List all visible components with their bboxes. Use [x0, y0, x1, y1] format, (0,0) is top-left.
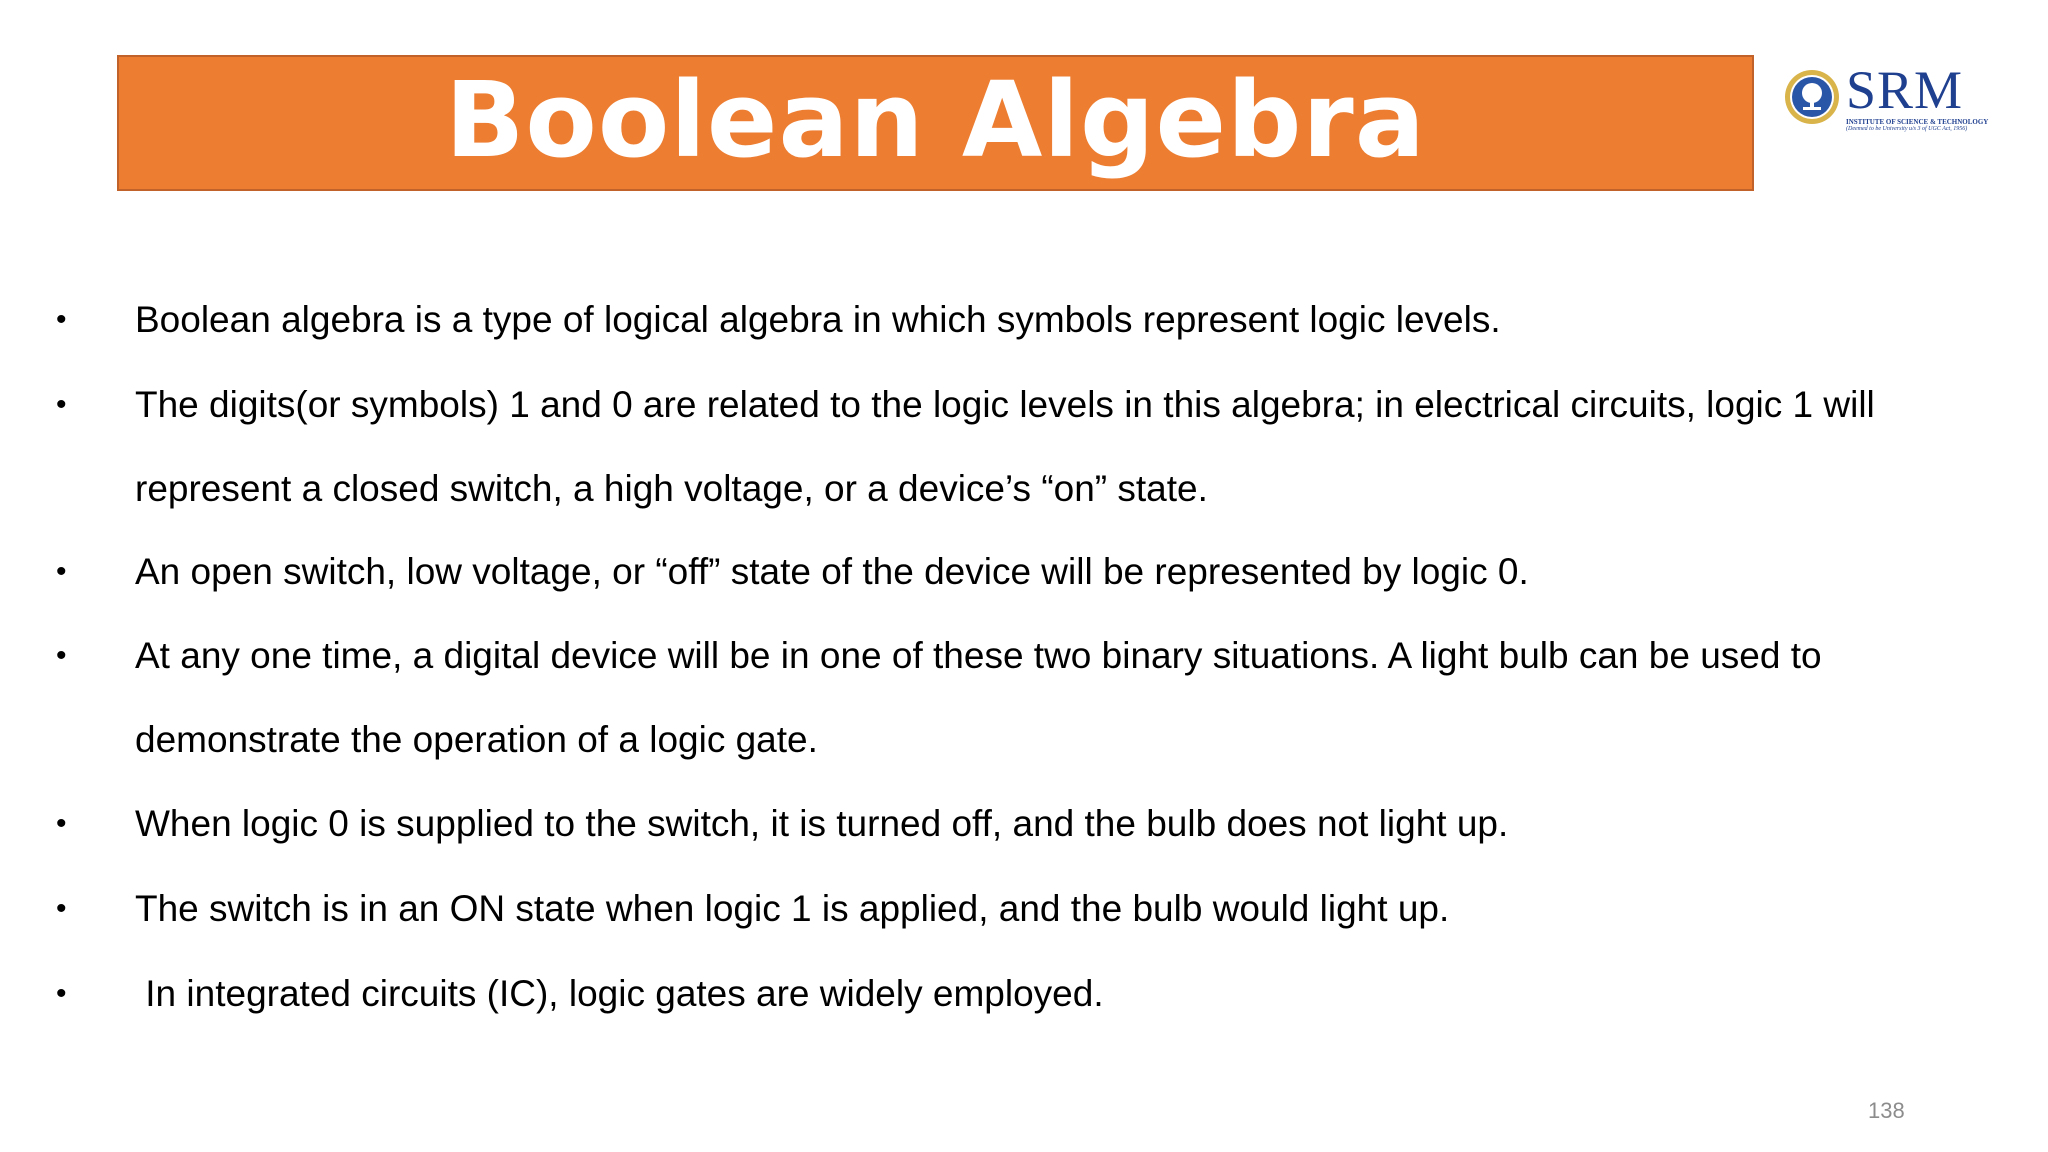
- bullet-text-5: When logic 0 is supplied to the switch, it is turned off, and the bulb does not light up.: [135, 803, 1509, 844]
- bullet-text-4: At any one time, a digital device will be in one of these two binary situations. A light bulb can be used to demonstrate the operation of a logic gate.: [135, 635, 1822, 760]
- page-number: 138: [1868, 1098, 1905, 1123]
- bullet-text-1: Boolean algebra is a type of logical algebra in which symbols represent logic levels.: [135, 299, 1501, 340]
- bullet-text-2: The digits(or symbols) 1 and 0 are related to the logic levels in this algebra; in electrical circuits, logic 1 will represent a closed switch, a high voltage, or a device’s “on” state.: [135, 384, 1875, 509]
- bullet-marker: •: [56, 639, 67, 672]
- logo-name: SRM: [1846, 59, 1964, 120]
- bullet-marker: •: [56, 977, 67, 1010]
- title-banner: [117, 55, 1754, 191]
- logo-tagline: (Deemed to be University u/s 3 of UGC Act, 1956): [1846, 125, 1968, 132]
- srm-logo: [1784, 59, 1994, 132]
- logo-subtitle: INSTITUTE OF SCIENCE & TECHNOLOGY: [1846, 117, 1989, 126]
- bullet-text-6: The switch is in an ON state when logic 1 is applied, and the bulb would light up.: [135, 888, 1450, 929]
- bullet-marker: •: [56, 388, 67, 421]
- bullet-text-3: An open switch, low voltage, or “off” state of the device will be represented by logic 0.: [135, 551, 1529, 592]
- bullet-marker: •: [56, 807, 67, 840]
- university-seal-icon: [1784, 69, 1840, 125]
- bullet-marker: •: [56, 303, 67, 336]
- bullet-text-7: In integrated circuits (IC), logic gates are widely employed.: [135, 973, 1104, 1014]
- bullet-marker: •: [56, 555, 67, 588]
- bullet-marker: •: [56, 892, 67, 925]
- slide-title: Boolean Algebra: [445, 59, 1426, 181]
